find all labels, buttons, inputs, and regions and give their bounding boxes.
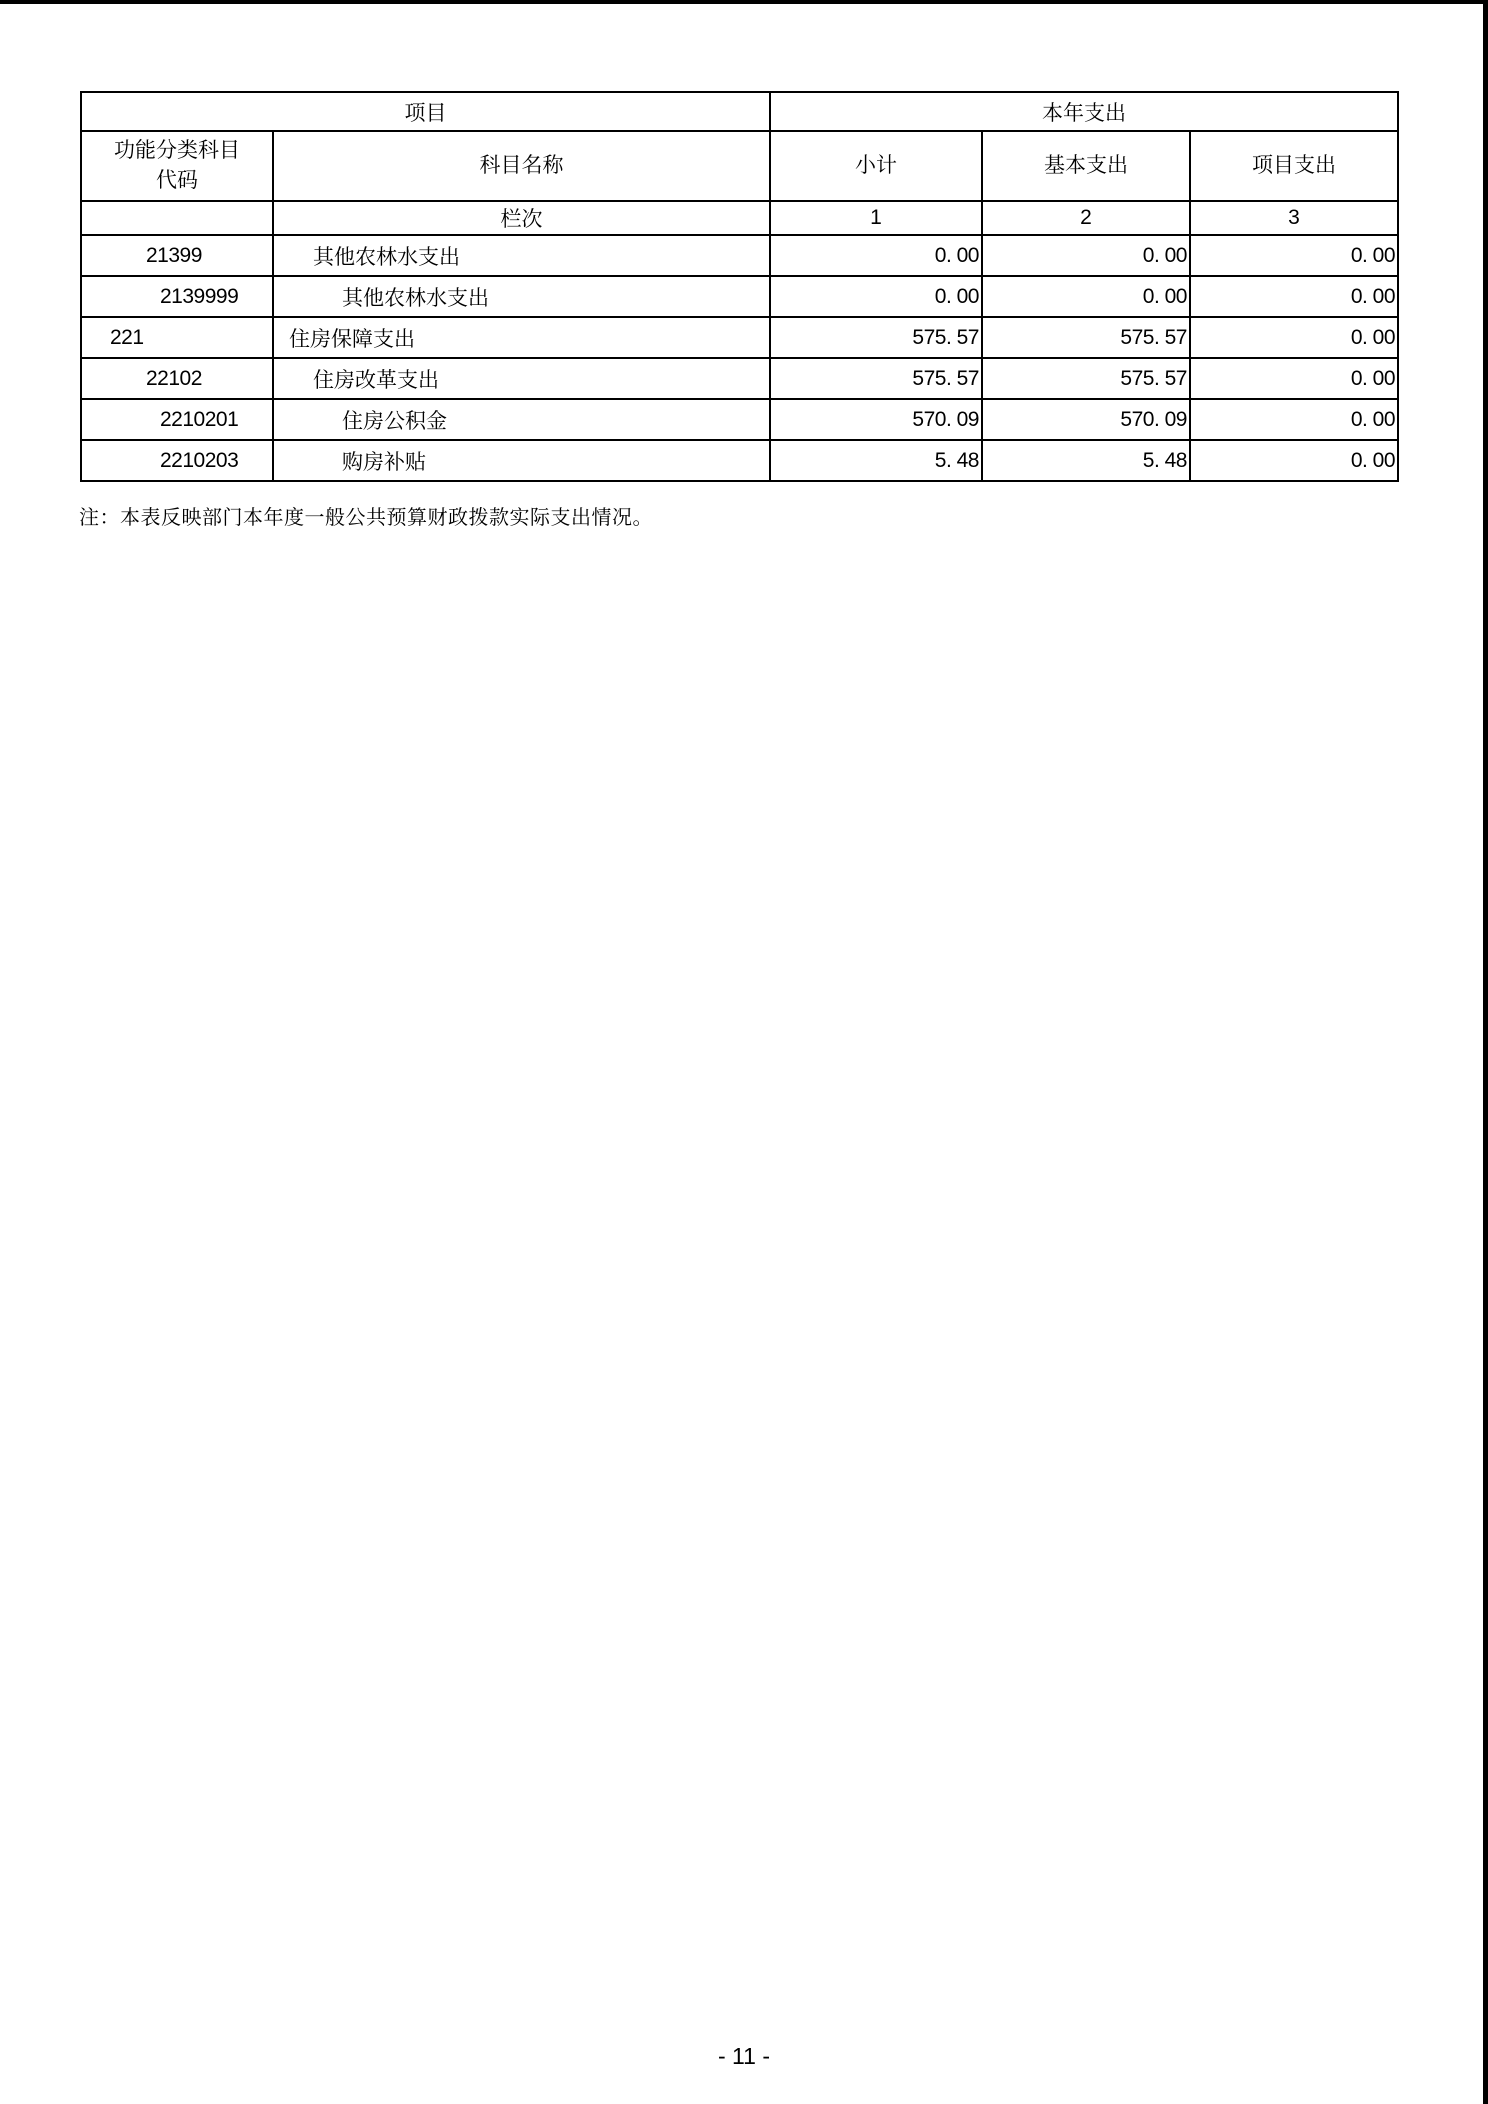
header-subtotal: 小计 — [770, 131, 982, 201]
row-basic: 0. 00 — [982, 235, 1190, 276]
row-code: 2210203 — [81, 440, 273, 481]
row-name: 其他农林水支出 — [273, 276, 770, 317]
row-basic: 570. 09 — [982, 399, 1190, 440]
row-basic: 575. 57 — [982, 317, 1190, 358]
row-project: 0. 00 — [1190, 235, 1398, 276]
row-code: 22102 — [81, 358, 273, 399]
header-subject-name: 科目名称 — [273, 131, 770, 201]
header-code-line1: 功能分类科目 — [114, 138, 240, 162]
column-index-row — [81, 201, 1398, 235]
row-basic: 5. 48 — [982, 440, 1190, 481]
row-code: 221 — [81, 317, 273, 358]
row-code: 2210201 — [81, 399, 273, 440]
row-subtotal: 575. 57 — [770, 317, 982, 358]
header-code-line2: 代码 — [156, 169, 198, 192]
row-project: 0. 00 — [1190, 276, 1398, 317]
scan-edge-right — [1483, 0, 1488, 2104]
row-basic: 575. 57 — [982, 358, 1190, 399]
row-name: 住房保障支出 — [273, 317, 770, 358]
row-subtotal: 570. 09 — [770, 399, 982, 440]
table-note: 注：本表反映部门本年度一般公共预算财政拨款实际支出情况。 — [79, 507, 653, 529]
row-name: 购房补贴 — [273, 440, 770, 481]
table-row — [81, 235, 1398, 276]
header-code-column — [81, 131, 273, 201]
table-row — [81, 440, 1398, 481]
row-project: 0. 00 — [1190, 399, 1398, 440]
header-group-row — [81, 92, 1398, 131]
row-subtotal: 0. 00 — [770, 235, 982, 276]
page-number: - 11 - — [718, 2043, 770, 2069]
row-subtotal: 575. 57 — [770, 358, 982, 399]
column-index-2: 2 — [982, 201, 1190, 235]
row-subtotal: 0. 00 — [770, 276, 982, 317]
row-subtotal: 5. 48 — [770, 440, 982, 481]
header-group-year-expenditure: 本年支出 — [770, 92, 1398, 131]
row-project: 0. 00 — [1190, 317, 1398, 358]
header-columns-row — [81, 131, 1398, 201]
row-name: 其他农林水支出 — [273, 235, 770, 276]
expenditure-table — [80, 91, 1399, 482]
table-row — [81, 399, 1398, 440]
table-row — [81, 276, 1398, 317]
scan-edge-top — [0, 0, 1488, 4]
row-project: 0. 00 — [1190, 440, 1398, 481]
lanci-label: 栏次 — [273, 201, 770, 235]
header-basic-expenditure: 基本支出 — [982, 131, 1190, 201]
lanci-empty-cell — [81, 201, 273, 235]
column-index-3: 3 — [1190, 201, 1398, 235]
row-name: 住房公积金 — [273, 399, 770, 440]
header-group-project: 项目 — [81, 92, 770, 131]
table-row — [81, 358, 1398, 399]
row-basic: 0. 00 — [982, 276, 1190, 317]
column-index-1: 1 — [770, 201, 982, 235]
row-code: 2139999 — [81, 276, 273, 317]
row-code: 21399 — [81, 235, 273, 276]
table-row — [81, 317, 1398, 358]
header-project-expenditure: 项目支出 — [1190, 131, 1398, 201]
row-name: 住房改革支出 — [273, 358, 770, 399]
row-project: 0. 00 — [1190, 358, 1398, 399]
